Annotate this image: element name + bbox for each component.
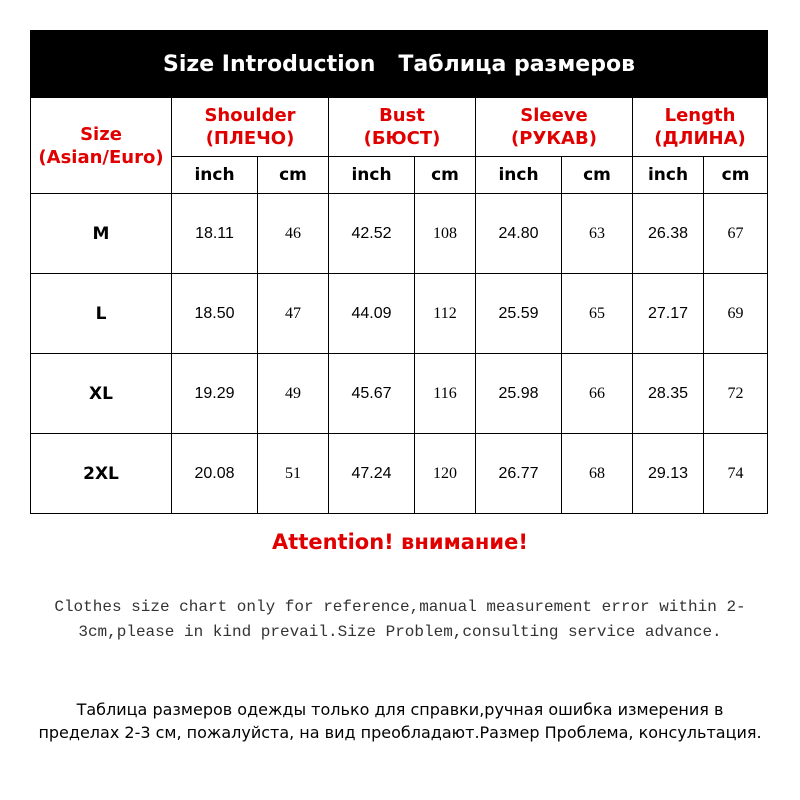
bust-cm-value: 116 [415, 354, 476, 434]
shoulder-inch-value: 20.08 [172, 434, 258, 514]
shoulder-cm-value: 51 [258, 434, 329, 514]
shoulder-inch-value: 18.50 [172, 274, 258, 354]
length-inch-value: 29.13 [633, 434, 704, 514]
disclaimer-english: Clothes size chart only for reference,manual measurement error within 2-3cm,please in kind prevail.Size Problem,consulting service advance. [54, 598, 746, 641]
sleeve-inch-value: 25.98 [476, 354, 562, 434]
bust-inch-value: 47.24 [329, 434, 415, 514]
length-column-header: Length (ДЛИНА) [633, 98, 768, 157]
attention-heading: Attention! внимание! [272, 530, 528, 554]
sleeve-inch-value: 24.80 [476, 194, 562, 274]
shoulder-cm-value: 46 [258, 194, 329, 274]
table-row [31, 274, 768, 354]
length-cm-value: 69 [704, 274, 768, 354]
bust-cm-value: 108 [415, 194, 476, 274]
size-label: XL [31, 354, 172, 434]
bust-inch-value: 42.52 [329, 194, 415, 274]
bust-column-header: Bust (БЮСТ) [329, 98, 476, 157]
table-title: Size Introduction Таблица размеров [31, 31, 768, 98]
size-column-header: Size (Asian/Euro) [31, 98, 172, 194]
length-cm-value: 67 [704, 194, 768, 274]
disclaimer-russian: Таблица размеров одежды только для справки,ручная ошибка измерения в пределах 2-3 см, пожалуйста, на вид преобладают.Размер Проблема, консультация. [38, 700, 762, 742]
unit-header-cm: cm [704, 157, 768, 194]
length-inch-value: 26.38 [633, 194, 704, 274]
shoulder-cm-value: 49 [258, 354, 329, 434]
size-label: L [31, 274, 172, 354]
length-cm-value: 72 [704, 354, 768, 434]
bust-cm-value: 120 [415, 434, 476, 514]
sleeve-column-header: Sleeve (РУКАВ) [476, 98, 633, 157]
size-table [30, 30, 768, 514]
size-label: M [31, 194, 172, 274]
sleeve-cm-value: 63 [562, 194, 633, 274]
size-label: 2XL [31, 434, 172, 514]
table-row [31, 434, 768, 514]
length-inch-value: 27.17 [633, 274, 704, 354]
unit-header-inch: inch [633, 157, 704, 194]
unit-header-inch: inch [172, 157, 258, 194]
unit-header-cm: cm [562, 157, 633, 194]
unit-header-inch: inch [476, 157, 562, 194]
bust-inch-value: 44.09 [329, 274, 415, 354]
table-row [31, 354, 768, 434]
sleeve-cm-value: 68 [562, 434, 633, 514]
sleeve-inch-value: 26.77 [476, 434, 562, 514]
shoulder-column-header: Shoulder (ПЛЕЧО) [172, 98, 329, 157]
shoulder-cm-value: 47 [258, 274, 329, 354]
bust-cm-value: 112 [415, 274, 476, 354]
length-cm-value: 74 [704, 434, 768, 514]
shoulder-inch-value: 18.11 [172, 194, 258, 274]
bust-inch-value: 45.67 [329, 354, 415, 434]
sleeve-cm-value: 65 [562, 274, 633, 354]
length-inch-value: 28.35 [633, 354, 704, 434]
sleeve-cm-value: 66 [562, 354, 633, 434]
unit-header-inch: inch [329, 157, 415, 194]
sleeve-inch-value: 25.59 [476, 274, 562, 354]
table-row [31, 194, 768, 274]
unit-header-cm: cm [258, 157, 329, 194]
shoulder-inch-value: 19.29 [172, 354, 258, 434]
unit-header-cm: cm [415, 157, 476, 194]
